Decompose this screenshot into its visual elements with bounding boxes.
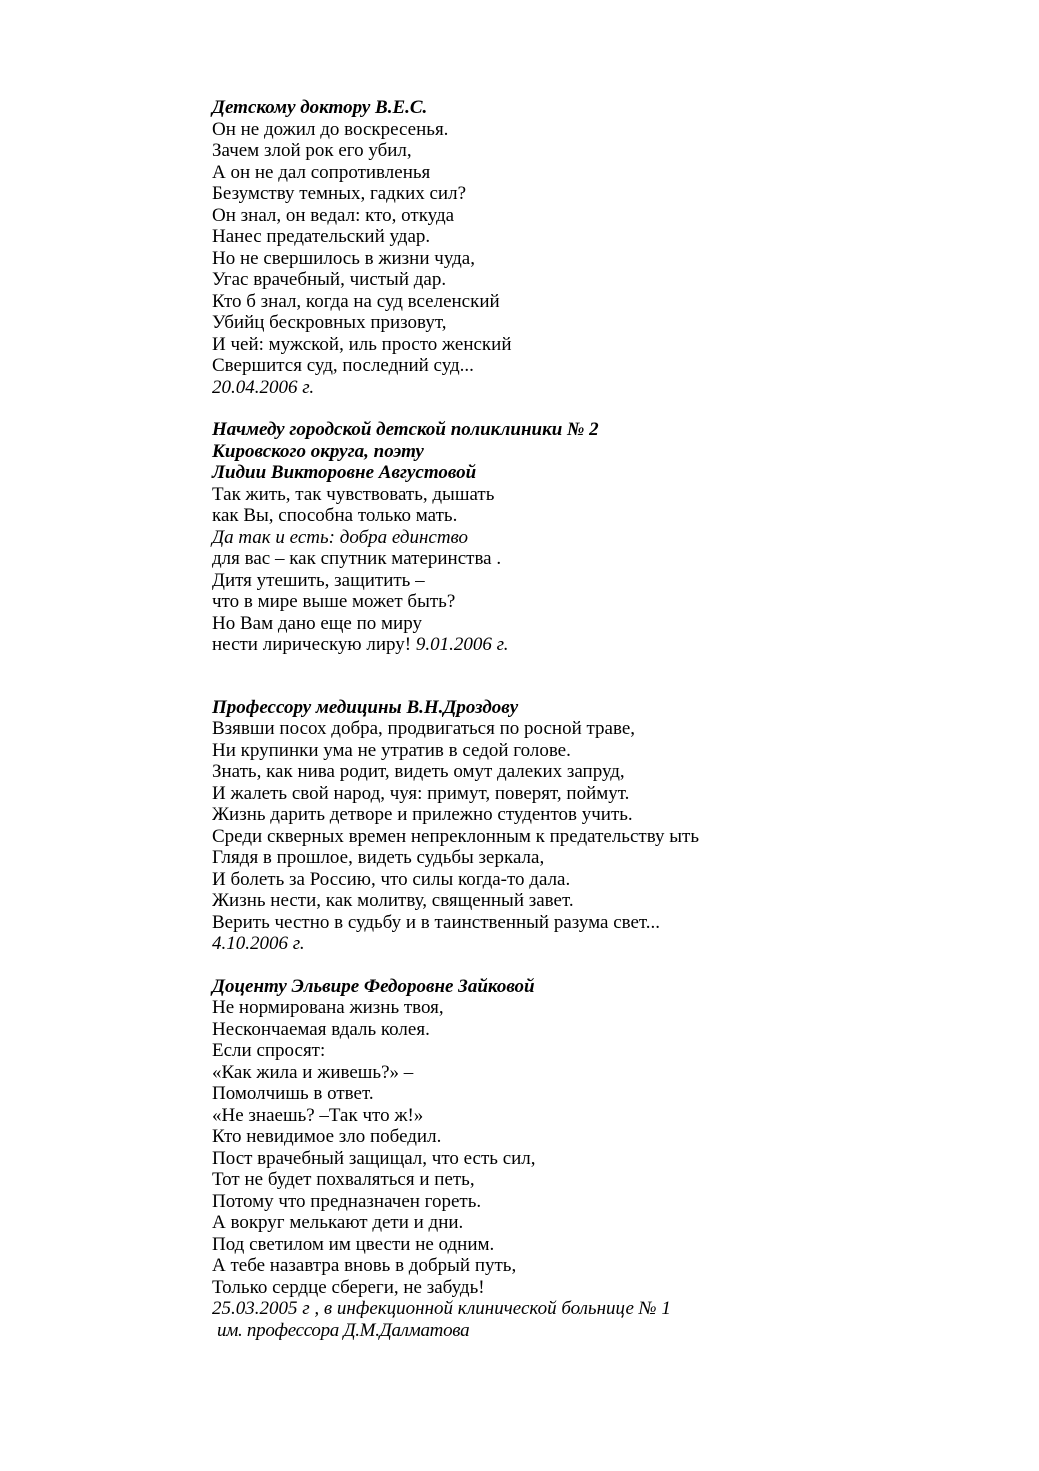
poem-line: «Как жила и живешь?» – xyxy=(212,1061,414,1083)
poem-line: Да так и есть: добра единство xyxy=(212,526,469,548)
poem-line: Помолчишь в ответ. xyxy=(212,1083,374,1104)
poem-line: Жизнь дарить детворе и прилежно студентов учить. xyxy=(212,804,633,825)
document-page xyxy=(212,97,1012,1341)
poem-date: 20.04.2006 г. xyxy=(212,376,315,398)
poem-line: «Не знаешь? –Так что ж!» xyxy=(212,1104,424,1126)
poem-line: А вокруг мелькают дети и дни. xyxy=(212,1212,464,1233)
poem-line: Среди скверных времен непреклонным к предательству ыть xyxy=(212,825,700,847)
poem-title: Детскому доктору В.Е.С. xyxy=(212,97,428,118)
poem-line: Угас врачебный, чистый дар. xyxy=(212,269,447,290)
poem-line: что в мире выше может быть? xyxy=(212,591,456,612)
spacer xyxy=(212,398,1012,419)
spacer xyxy=(212,656,1012,697)
poem-line: Свершится суд, последний суд... xyxy=(212,355,474,376)
poem-line: Но не свершилось в жизни чуда, xyxy=(212,247,475,269)
poem-line: Дитя утешить, защитить – xyxy=(212,569,425,591)
poem-line: И жалеть свой народ, чуя: примут, поверят, поймут. xyxy=(212,782,630,804)
poem-line: нести лирическую лиру! xyxy=(212,634,412,655)
poem-line: Глядя в прошлое, видеть судьбы зеркала, xyxy=(212,847,545,868)
poem-2 xyxy=(212,419,1012,656)
poem-line: Кто невидимое зло победил. xyxy=(212,1126,442,1147)
poem-line: как Вы, способна только мать. xyxy=(212,505,458,526)
poem-3 xyxy=(212,697,1012,955)
poem-line: для вас – как спутник материнства . xyxy=(212,548,502,569)
poem-title: Доценту Эльвире Федоровне Зайковой xyxy=(212,975,535,997)
poem-line: А тебе назавтра вновь в добрый путь, xyxy=(212,1255,517,1276)
poem-line: Знать, как нива родит, видеть омут далеких запруд, xyxy=(212,761,625,782)
spacer xyxy=(212,955,1012,976)
poem-line: Он не дожил до воскресенья. xyxy=(212,118,449,140)
poem-line: Нескончаемая вдаль колея. xyxy=(212,1018,430,1040)
poem-line: Пост врачебный защищал, что есть сил, xyxy=(212,1147,536,1169)
poem-1 xyxy=(212,97,1012,398)
poem-line: Жизнь нести, как молитву, священный завет. xyxy=(212,890,574,911)
poem-line: Взявши посох добра, продвигаться по росной траве, xyxy=(212,718,636,739)
poem-line: Потому что предназначен гореть. xyxy=(212,1190,482,1212)
poem-line: И болеть за Россию, что силы когда-то дала. xyxy=(212,868,571,890)
poem-line: Не нормирована жизнь твоя, xyxy=(212,997,444,1018)
poem-line: Тот не будет похваляться и петь, xyxy=(212,1169,475,1190)
poem-line: Так жить, так чувствовать, дышать xyxy=(212,483,495,505)
poem-line: Нанес предательский удар. xyxy=(212,226,431,247)
poem-date: 4.10.2006 г. xyxy=(212,933,305,954)
poem-line: Если спросят: xyxy=(212,1040,326,1061)
poem-date: 25.03.2005 г , в инфекционной клинической больнице № 1 xyxy=(212,1298,671,1319)
poem-line: А он не дал сопротивленья xyxy=(212,161,431,183)
poem-line: Убийц бескровных призовут, xyxy=(212,312,447,333)
poem-title: Начмеду городской детской поликлиники № 2 xyxy=(212,419,599,440)
poem-title: Лидии Викторовне Августовой xyxy=(212,462,477,483)
poem-line: Безумству темных, гадких сил? xyxy=(212,183,467,204)
poem-line: Но Вам дано еще по миру xyxy=(212,612,422,634)
poem-line: Ни крупинки ума не утратив в седой голове. xyxy=(212,739,571,761)
poem-line: Он знал, он ведал: кто, откуда xyxy=(212,204,455,226)
poem-title: Кировского округа, поэту xyxy=(212,440,424,462)
poem-line: Верить честно в судьбу и в таинственный разума свет... xyxy=(212,911,661,933)
poem-signature: им. профессора Д.М.Далматова xyxy=(217,1319,470,1341)
poem-line: И чей: мужской, иль просто женский xyxy=(212,333,512,355)
poem-date: 9.01.2006 г. xyxy=(415,634,509,655)
poem-line: Зачем злой рок его убил, xyxy=(212,140,412,161)
poem-last-line xyxy=(212,634,1012,656)
poem-line: Под светилом им цвести не одним. xyxy=(212,1233,495,1255)
poem-4 xyxy=(212,976,1012,1342)
poem-line: Кто б знал, когда на суд вселенский xyxy=(212,290,500,312)
poem-title: Профессору медицины В.Н.Дроздову xyxy=(212,696,519,718)
poem-line: Только сердце сбереги, не забудь! xyxy=(212,1276,485,1298)
